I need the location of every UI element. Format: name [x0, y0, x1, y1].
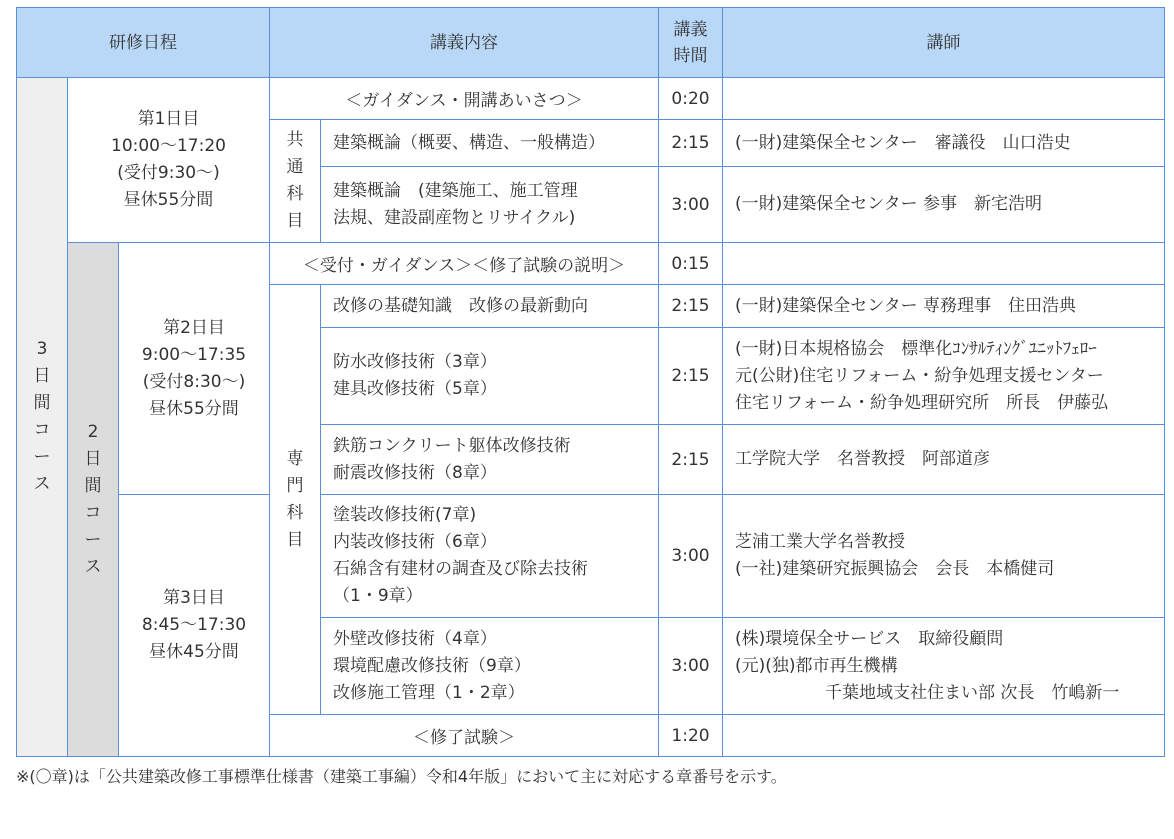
course3-char: 日 [33, 366, 51, 386]
table-row [17, 243, 1165, 285]
exam-lecturer [723, 715, 1165, 757]
schedule-table [16, 7, 1165, 757]
r4-time: 2:15 [659, 328, 723, 425]
lecturer-line: (一財)建築保全センター 参事 新宅浩明 [735, 194, 1042, 214]
guidance2-content: ＜受付・ガイダンス＞＜修了試験の説明＞ [270, 243, 659, 285]
content-line: 耐震改修技術（8章） [333, 462, 497, 483]
guidance2-lecturer [723, 243, 1165, 285]
r2-content [321, 167, 659, 243]
content-line: 建築概論（概要、構造、一般構造） [333, 132, 605, 153]
content-line: 内装改修技術（6章） [333, 532, 497, 552]
content-line: 石綿含有建材の調査及び除去技術 [333, 559, 588, 579]
r5-time: 2:15 [659, 425, 723, 495]
course2-char: 日 [84, 448, 102, 469]
header-content: 講義内容 [270, 8, 659, 78]
category-char: 科 [286, 502, 304, 523]
header-time-line2: 時間 [673, 45, 708, 66]
course2-char: ー [84, 529, 102, 550]
table-row [17, 78, 1165, 120]
content-line: 改修の基礎知識 改修の最新動向 [333, 295, 588, 316]
header-lecturer: 講師 [723, 8, 1165, 78]
exam-content: ＜修了試験＞ [270, 715, 659, 757]
day1-reception: (受付9:30～) [117, 163, 220, 183]
r2-lecturer [723, 167, 1165, 243]
category-char: 専 [286, 448, 304, 469]
category-common [270, 120, 321, 243]
day2-title: 第2日目 [163, 317, 225, 338]
footnote: ※(〇章)は「公共建築改修工事標準仕様書（建築工事編）令和4年版」において主に対応する章番号を示す。 [16, 767, 787, 786]
course3-char: ス [33, 474, 51, 494]
course-3day-label [17, 78, 68, 757]
course3-char: ー [33, 447, 51, 467]
course2-char: ス [84, 556, 102, 577]
category-special [270, 285, 321, 715]
day3-hours: 8:45～17:30 [141, 615, 247, 635]
guidance1-time: 0:20 [659, 78, 723, 120]
lecturer-line: 住宅リフォーム・紛争処理研究所 所長 伊藤弘 [735, 392, 1109, 413]
r6-lecturer [723, 495, 1165, 618]
r2-time: 3:00 [659, 167, 723, 243]
r3-content [321, 285, 659, 328]
category-char: 目 [286, 211, 304, 231]
content-line: 防水改修技術（3章） [333, 352, 497, 372]
day3-info [119, 495, 270, 757]
course-2day-label [68, 243, 119, 757]
day1-hours: 10:00～17:20 [111, 136, 226, 156]
course2-char: 2 [87, 421, 99, 442]
lecturer-line: (元)(独)都市再生機構 [735, 655, 898, 676]
day3-title: 第3日目 [163, 588, 225, 608]
header-time [659, 8, 723, 78]
r4-content [321, 328, 659, 425]
category-char: 通 [286, 157, 304, 177]
day1-lunch: 昼休55分間 [123, 190, 214, 210]
category-char: 目 [286, 529, 304, 550]
content-line: 建具改修技術（5章） [333, 379, 497, 399]
r7-content [321, 618, 659, 715]
header-row [17, 8, 1165, 78]
course2-char: 間 [84, 475, 102, 496]
lecturer-line: (一社)建築研究振興協会 会長 本橋健司 [735, 559, 1055, 579]
content-line: 鉄筋コンクリート躯体改修技術 [333, 435, 571, 456]
day3-lunch: 昼休45分間 [149, 642, 239, 662]
exam-time: 1:20 [659, 715, 723, 757]
r3-time: 2:15 [659, 285, 723, 328]
lecturer-line: (株)環境保全サービス 取締役顧問 [735, 628, 1004, 649]
guidance1-content: ＜ガイダンス・開講あいさつ＞ [270, 78, 659, 120]
r5-lecturer [723, 425, 1165, 495]
content-line: （1・9章） [333, 586, 423, 606]
header-time-line1: 講義 [673, 19, 708, 40]
lecturer-line: 千葉地域支社住まい部 次長 竹嶋新一 [825, 682, 1120, 703]
lecturer-line: (一財)建築保全センター 専務理事 住田浩典 [735, 295, 1076, 316]
content-line: 外壁改修技術（4章） [333, 628, 497, 649]
day1-title: 第1日目 [137, 109, 200, 129]
day2-lunch: 昼休55分間 [149, 398, 239, 419]
category-char: 共 [286, 130, 304, 150]
content-line: 塗装改修技術(7章) [333, 505, 477, 525]
content-line: 改修施工管理（1・2章） [333, 682, 525, 703]
r4-lecturer [723, 328, 1165, 425]
r1-time: 2:15 [659, 120, 723, 167]
r6-time: 3:00 [659, 495, 723, 618]
r7-lecturer [723, 618, 1165, 715]
guidance2-time: 0:15 [659, 243, 723, 285]
day1-info [68, 78, 270, 243]
content-line: 法規、建設副産物とリサイクル) [333, 207, 576, 228]
day2-hours: 9:00～17:35 [141, 344, 247, 365]
day2-info [119, 243, 270, 495]
header-schedule: 研修日程 [17, 8, 270, 78]
r1-lecturer [723, 120, 1165, 167]
category-char: 科 [286, 184, 304, 204]
r6-content [321, 495, 659, 618]
table-row [17, 495, 1165, 618]
content-line: 建築概論 (建築施工、施工管理 [333, 180, 578, 201]
content-line: 環境配慮改修技術（9章） [333, 655, 531, 676]
r7-time: 3:00 [659, 618, 723, 715]
day2-reception: (受付8:30～) [142, 371, 246, 392]
r5-content [321, 425, 659, 495]
lecturer-line: 芝浦工業大学名誉教授 [735, 532, 905, 552]
r1-content [321, 120, 659, 167]
r3-lecturer [723, 285, 1165, 328]
course3-char: コ [33, 420, 51, 440]
lecturer-line: 元(公財)住宅リフォーム・紛争処理支援センター [735, 365, 1104, 386]
lecturer-line: (一財)建築保全センター 審議役 山口浩史 [735, 132, 1071, 153]
course2-char: コ [84, 502, 102, 523]
lecturer-line: (一財)日本規格協会 標準化ｺﾝｻﾙﾃｨﾝｸﾞﾕﾆｯﾄﾌｪﾛｰ [735, 338, 1097, 359]
category-char: 門 [286, 475, 304, 496]
lecturer-line: 工学院大学 名誉教授 阿部道彦 [735, 449, 990, 469]
course3-char: 間 [33, 393, 51, 413]
course3-char: 3 [36, 339, 48, 359]
guidance1-lecturer [723, 78, 1165, 120]
